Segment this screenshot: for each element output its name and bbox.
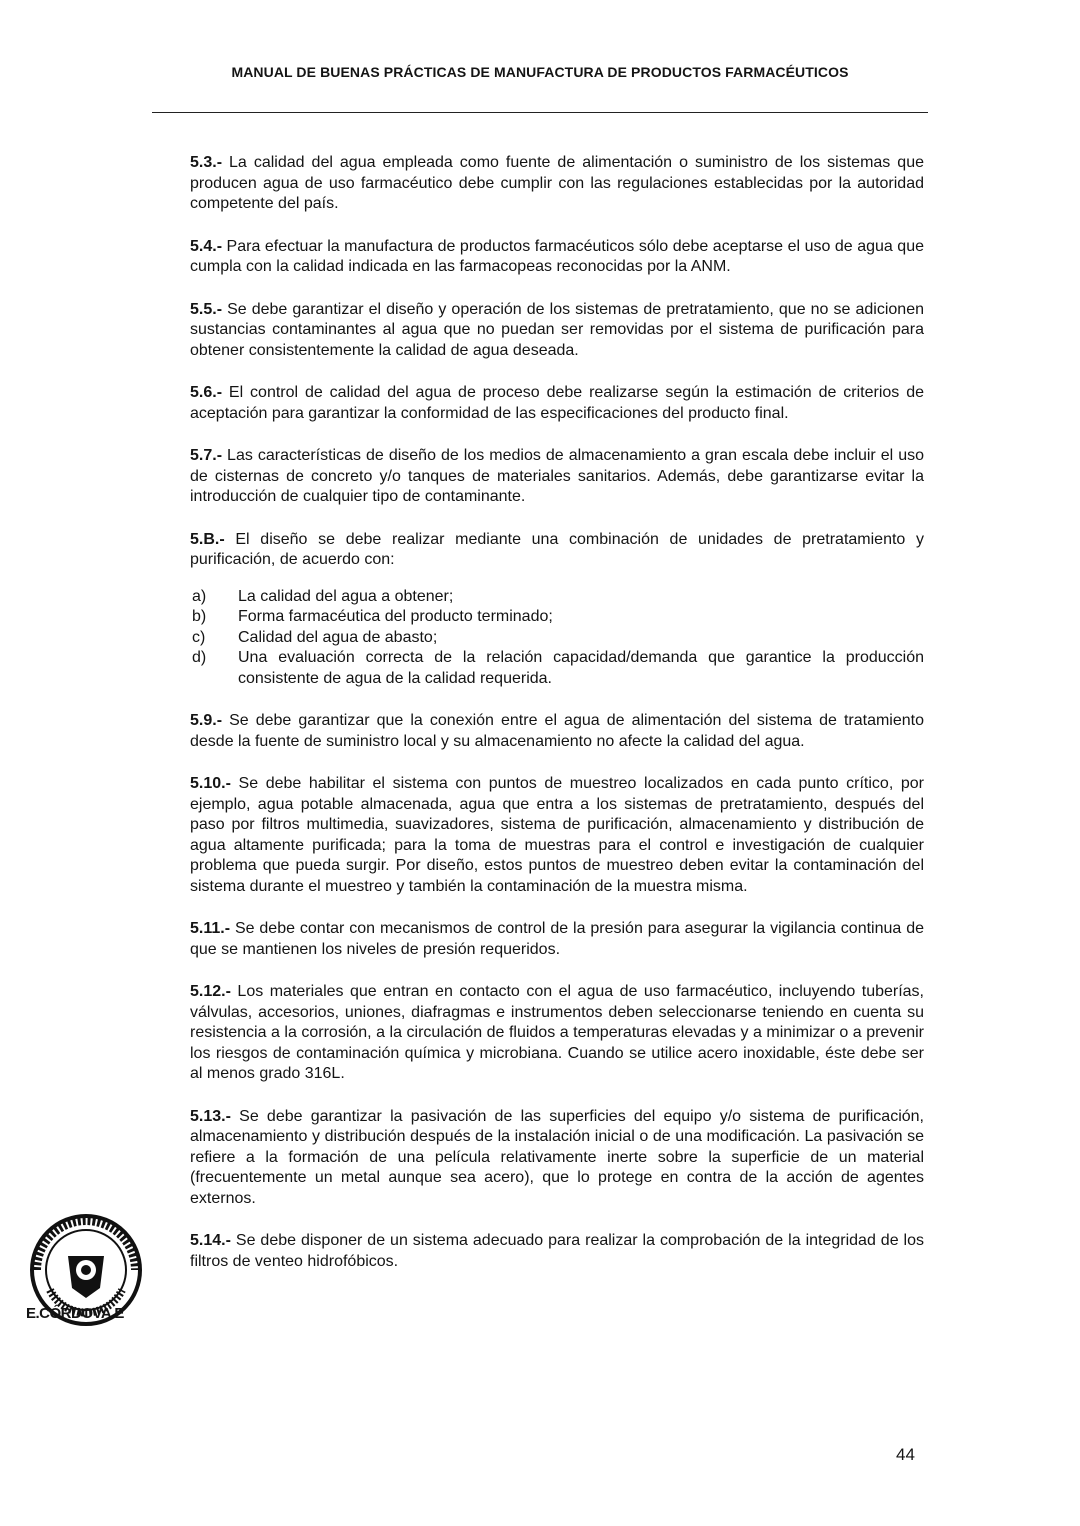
section-text: Se debe disponer de un sistema adecuado para realizar la comprobación de la integridad de los filtros de venteo hidrofóbicos. <box>190 1232 925 1270</box>
section-number: 5.4.- <box>190 237 223 255</box>
section-number: 5.12.- <box>190 983 231 1000</box>
document-body <box>190 153 924 1294</box>
section-5-10 <box>190 774 924 897</box>
section-number: 5.5.- <box>190 300 223 318</box>
list-text: Una evaluación correcta de la relación capacidad/demanda que garantice la producción consistente de agua de la calidad requerida. <box>238 649 924 687</box>
section-5-7 <box>190 446 924 508</box>
list-text: Forma farmacéutica del producto terminado; <box>238 608 553 625</box>
section-text: Se debe contar con mecanismos de control de la presión para asegurar la vigilancia continua de que se mantienen los niveles de presión requeridos. <box>190 920 924 958</box>
page-header-title: MANUAL DE BUENAS PRÁCTICAS DE MANUFACTURA DE PRODUCTOS FARMACÉUTICOS <box>231 64 849 80</box>
section-text: El diseño se debe realizar mediante una combinación de unidades de pretratamiento y purificación, de acuerdo con: <box>190 530 925 568</box>
list-item <box>190 628 924 649</box>
section-5-6 <box>190 383 924 424</box>
section-5-12 <box>190 982 924 1085</box>
list-letter: a) <box>192 587 207 605</box>
list-text: Calidad del agua de abasto; <box>238 628 438 646</box>
section-number: 5.3.- <box>190 154 223 171</box>
section-text: Se debe habilitar el sistema con puntos de muestreo localizados en cada punto crítico, por ejemplo, agua potable almacenada, agua que entra a los sistemas de pretratamiento, después del paso por filtros multimedia, suavizadores, sistema de purificación, almacenamiento y distribución de agua altamente purificada; para la toma de muestras para el control e investigación de cualquier problema que pueda surgir. Por diseño, estos puntos de muestreo deben evitar la contaminación del sistema durante el muestreo y también la contaminación de la muestra misma. <box>190 775 924 895</box>
section-5-11 <box>190 919 924 960</box>
page-number: 44 <box>896 1445 915 1464</box>
section-text: Las características de diseño de los medios de almacenamiento a gran escala debe incluir el uso de cisternas de concreto y/o tanques de materiales sanitarios. Además, debe garantizarse evitar la introducción de cualquier tipo de contaminante. <box>190 447 925 505</box>
section-number: 5.7.- <box>190 447 223 464</box>
section-text: Se debe garantizar la pasivación de las superficies del equipo y/o sistema de purificación, almacenamiento y distribución después de la instalación inicial o de una modificación. La pasivación se refiere a la formación de una película relativamente inerte sobre la superficie de un material (frecuentemente un metal aunque sea acero), que lo protege en contra de la acción de agentes externos. <box>190 1107 925 1207</box>
stamp-signature-name: E.CÓRDOVA E <box>26 1305 124 1322</box>
list-item <box>190 587 924 608</box>
section-number: 5.10.- <box>190 775 231 792</box>
section-number: 5.B.- <box>190 530 225 548</box>
list-item <box>190 648 924 689</box>
section-5-9 <box>190 711 924 752</box>
section-5-13 <box>190 1107 924 1210</box>
section-number: 5.6.- <box>190 384 223 401</box>
header-divider <box>152 112 928 113</box>
section-number: 5.14.- <box>190 1232 231 1249</box>
section-text: La calidad del agua empleada como fuente de alimentación o suministro de los sistemas que producen agua de uso farmacéutico debe cumplir con las regulaciones establecidas por la autoridad competente del país. <box>190 154 924 212</box>
section-5-5 <box>190 300 924 362</box>
list-letter: c) <box>192 628 206 646</box>
section-text: Para efectuar la manufactura de productos farmacéuticos sólo debe aceptarse el uso de agua que cumpla con la calidad indicada en las farmacopeas reconocidas por la ANM. <box>190 237 925 275</box>
list-item <box>190 607 924 628</box>
section-text: Se debe garantizar el diseño y operación de los sistemas de pretratamiento, que no se adicionen sustancias contaminantes al agua que no puedan ser removidas por el sistema de purificación para obtener consistentemente la calidad de agua deseada. <box>190 300 924 359</box>
section-text: Se debe garantizar que la conexión entre el agua de alimentación del sistema de tratamiento desde la fuente de suministro local y su almacenamiento no afecte la calidad del agua. <box>190 712 924 750</box>
section-5-8 <box>190 530 924 571</box>
section-number: 5.13.- <box>190 1107 231 1125</box>
section-5-4 <box>190 237 924 278</box>
section-number: 5.9.- <box>190 712 223 729</box>
list-letter: d) <box>192 649 207 666</box>
section-text: Los materiales que entran en contacto con el agua de uso farmacéutico, incluyendo tuberías, válvulas, accesorios, uniones, diafragmas e instrumentos deben seleccionarse teniendo en cuenta su resistencia a la corrosión, a la circulación de fluidos a temperaturas elevadas y a minimizar o a prevenir los riesgos de contaminación química y microbiana. Cuando se utilice acero inoxidable, éste debe ser al menos grado 316L. <box>190 983 924 1082</box>
section-5-14 <box>190 1231 924 1272</box>
section-5-3 <box>190 153 924 215</box>
section-text: El control de calidad del agua de proceso debe realizarse según la estimación de criterios de aceptación para garantizar la conformidad de las especificaciones del producto final. <box>190 384 924 422</box>
section-number: 5.11.- <box>190 920 231 937</box>
list-text: La calidad del agua a obtener; <box>238 587 454 605</box>
requirements-list <box>190 587 924 690</box>
list-letter: b) <box>192 608 207 625</box>
